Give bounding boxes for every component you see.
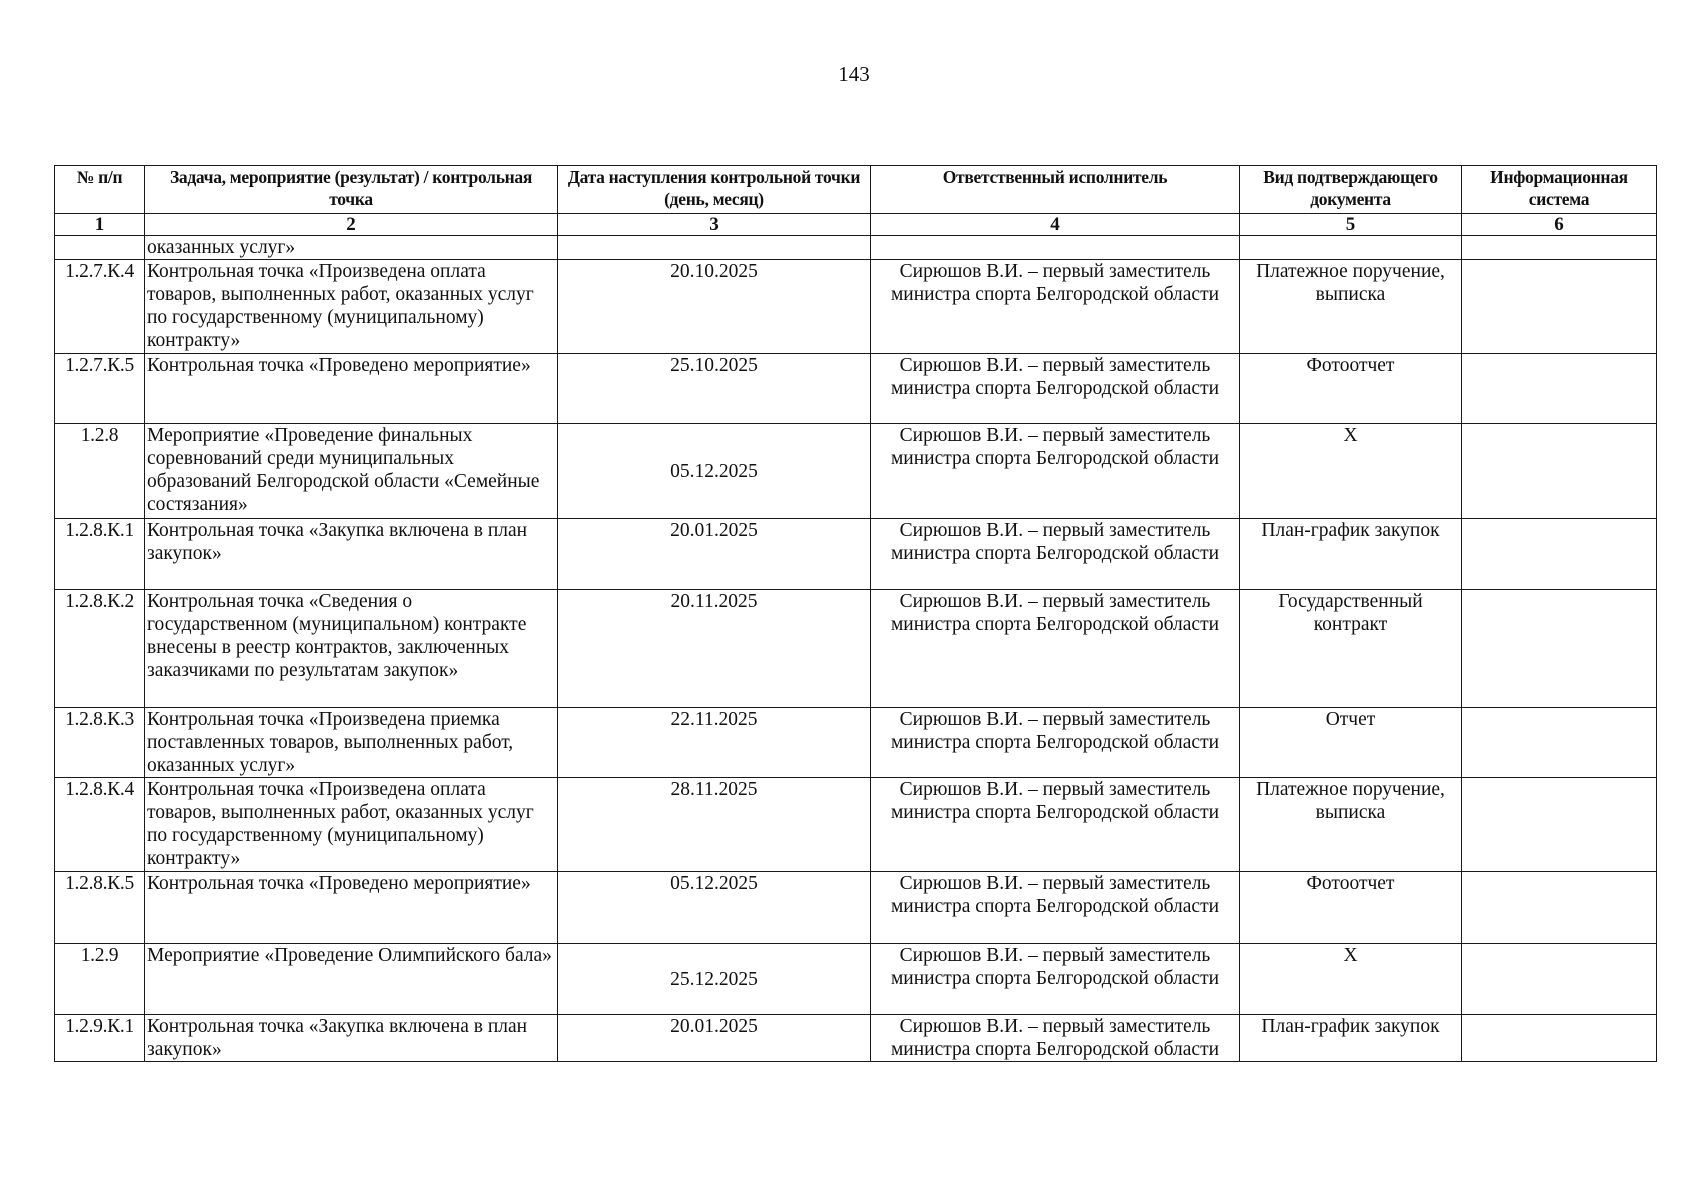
header-number: № п/п — [55, 166, 145, 214]
cell-date: 20.10.2025 — [558, 260, 871, 354]
cell-task: Контрольная точка «Проведено мероприятие» — [145, 354, 558, 424]
cell-responsible: Сирюшов В.И. – первый заместитель министра спорта Белгородской области — [871, 260, 1240, 354]
column-number: 1 — [55, 214, 145, 236]
cell-date: 05.12.2025 — [558, 872, 871, 944]
table-row — [55, 944, 1657, 1015]
cell-task: Контрольная точка «Сведения о государственном (муниципальном) контракте внесены в реестр контрактов, заключенных заказчиками по результатам закупок» — [145, 590, 558, 708]
cell-date: 20.01.2025 — [558, 1015, 871, 1062]
cell-document: Государственный контракт — [1240, 590, 1462, 708]
column-number: 4 — [871, 214, 1240, 236]
header-row — [55, 166, 1657, 214]
cell-system — [1462, 872, 1657, 944]
table-row — [55, 1015, 1657, 1062]
cell-responsible: Сирюшов В.И. – первый заместитель министра спорта Белгородской области — [871, 872, 1240, 944]
header-task: Задача, мероприятие (результат) / контрольная точка — [145, 166, 558, 214]
cell-task: Контрольная точка «Произведена оплата товаров, выполненных работ, оказанных услуг по государственному (муниципальному) контракту» — [145, 778, 558, 872]
column-number: 6 — [1462, 214, 1657, 236]
table-row — [55, 354, 1657, 424]
cell-responsible: Сирюшов В.И. – первый заместитель министра спорта Белгородской области — [871, 424, 1240, 519]
cell-document: Фотоотчет — [1240, 354, 1462, 424]
header-responsible: Ответственный исполнитель — [871, 166, 1240, 214]
cell-number: 1.2.8.К.3 — [55, 708, 145, 778]
cell-responsible: Сирюшов В.И. – первый заместитель министра спорта Белгородской области — [871, 1015, 1240, 1062]
table-row — [55, 424, 1657, 519]
cell-document: Фотоотчет — [1240, 872, 1462, 944]
table-row — [55, 590, 1657, 708]
cell-date: 25.12.2025 — [558, 944, 871, 1015]
cell-responsible: Сирюшов В.И. – первый заместитель министра спорта Белгородской области — [871, 708, 1240, 778]
cell-task: Контрольная точка «Произведена оплата товаров, выполненных работ, оказанных услуг по государственному (муниципальному) контракту» — [145, 260, 558, 354]
cell-document: Платежное поручение, выписка — [1240, 778, 1462, 872]
table-row — [55, 778, 1657, 872]
header-system: Информационная система — [1462, 166, 1657, 214]
cell-number: 1.2.9 — [55, 944, 145, 1015]
cell-number: 1.2.8 — [55, 424, 145, 519]
cell-responsible — [871, 236, 1240, 260]
cell-number: 1.2.8.К.4 — [55, 778, 145, 872]
table-row-continuation — [55, 236, 1657, 260]
cell-system — [1462, 424, 1657, 519]
cell-document — [1240, 236, 1462, 260]
cell-date: 05.12.2025 — [558, 424, 871, 519]
control-points-table — [54, 165, 1657, 1062]
table-row — [55, 872, 1657, 944]
cell-system — [1462, 944, 1657, 1015]
cell-date: 20.11.2025 — [558, 590, 871, 708]
cell-number — [55, 236, 145, 260]
column-number: 2 — [145, 214, 558, 236]
cell-number: 1.2.8.К.5 — [55, 872, 145, 944]
cell-task: оказанных услуг» — [145, 236, 558, 260]
cell-document: Платежное поручение, выписка — [1240, 260, 1462, 354]
cell-document: План-график закупок — [1240, 519, 1462, 590]
cell-responsible: Сирюшов В.И. – первый заместитель министра спорта Белгородской области — [871, 590, 1240, 708]
page-number: 143 — [838, 62, 870, 86]
cell-system — [1462, 260, 1657, 354]
cell-number: 1.2.9.К.1 — [55, 1015, 145, 1062]
cell-system — [1462, 354, 1657, 424]
column-number: 5 — [1240, 214, 1462, 236]
cell-system — [1462, 236, 1657, 260]
cell-system — [1462, 778, 1657, 872]
table-row — [55, 519, 1657, 590]
cell-responsible: Сирюшов В.И. – первый заместитель министра спорта Белгородской области — [871, 944, 1240, 1015]
cell-system — [1462, 519, 1657, 590]
cell-document: Отчет — [1240, 708, 1462, 778]
cell-system — [1462, 590, 1657, 708]
cell-task: Контрольная точка «Проведено мероприятие» — [145, 872, 558, 944]
cell-number: 1.2.8.К.2 — [55, 590, 145, 708]
cell-responsible: Сирюшов В.И. – первый заместитель министра спорта Белгородской области — [871, 778, 1240, 872]
column-number: 3 — [558, 214, 871, 236]
header-document: Вид подтверждающего документа — [1240, 166, 1462, 214]
cell-date: 28.11.2025 — [558, 778, 871, 872]
header-date: Дата наступления контрольной точки (день, месяц) — [558, 166, 871, 214]
cell-task: Контрольная точка «Произведена приемка поставленных товаров, выполненных работ, оказанных услуг» — [145, 708, 558, 778]
cell-date: 20.01.2025 — [558, 519, 871, 590]
column-number-row — [55, 214, 1657, 236]
cell-number: 1.2.7.К.4 — [55, 260, 145, 354]
cell-system — [1462, 1015, 1657, 1062]
cell-number: 1.2.8.К.1 — [55, 519, 145, 590]
cell-system — [1462, 708, 1657, 778]
cell-responsible: Сирюшов В.И. – первый заместитель министра спорта Белгородской области — [871, 519, 1240, 590]
cell-task: Мероприятие «Проведение Олимпийского бала» — [145, 944, 558, 1015]
cell-document: План-график закупок — [1240, 1015, 1462, 1062]
table-row — [55, 708, 1657, 778]
cell-date — [558, 236, 871, 260]
cell-task: Контрольная точка «Закупка включена в план закупок» — [145, 1015, 558, 1062]
cell-date: 22.11.2025 — [558, 708, 871, 778]
cell-task: Контрольная точка «Закупка включена в план закупок» — [145, 519, 558, 590]
cell-number: 1.2.7.К.5 — [55, 354, 145, 424]
cell-document: Х — [1240, 424, 1462, 519]
cell-date: 25.10.2025 — [558, 354, 871, 424]
cell-task: Мероприятие «Проведение финальных соревнований среди муниципальных образований Белгородской области «Семейные состязания» — [145, 424, 558, 519]
cell-document: Х — [1240, 944, 1462, 1015]
cell-responsible: Сирюшов В.И. – первый заместитель министра спорта Белгородской области — [871, 354, 1240, 424]
table-row — [55, 260, 1657, 354]
